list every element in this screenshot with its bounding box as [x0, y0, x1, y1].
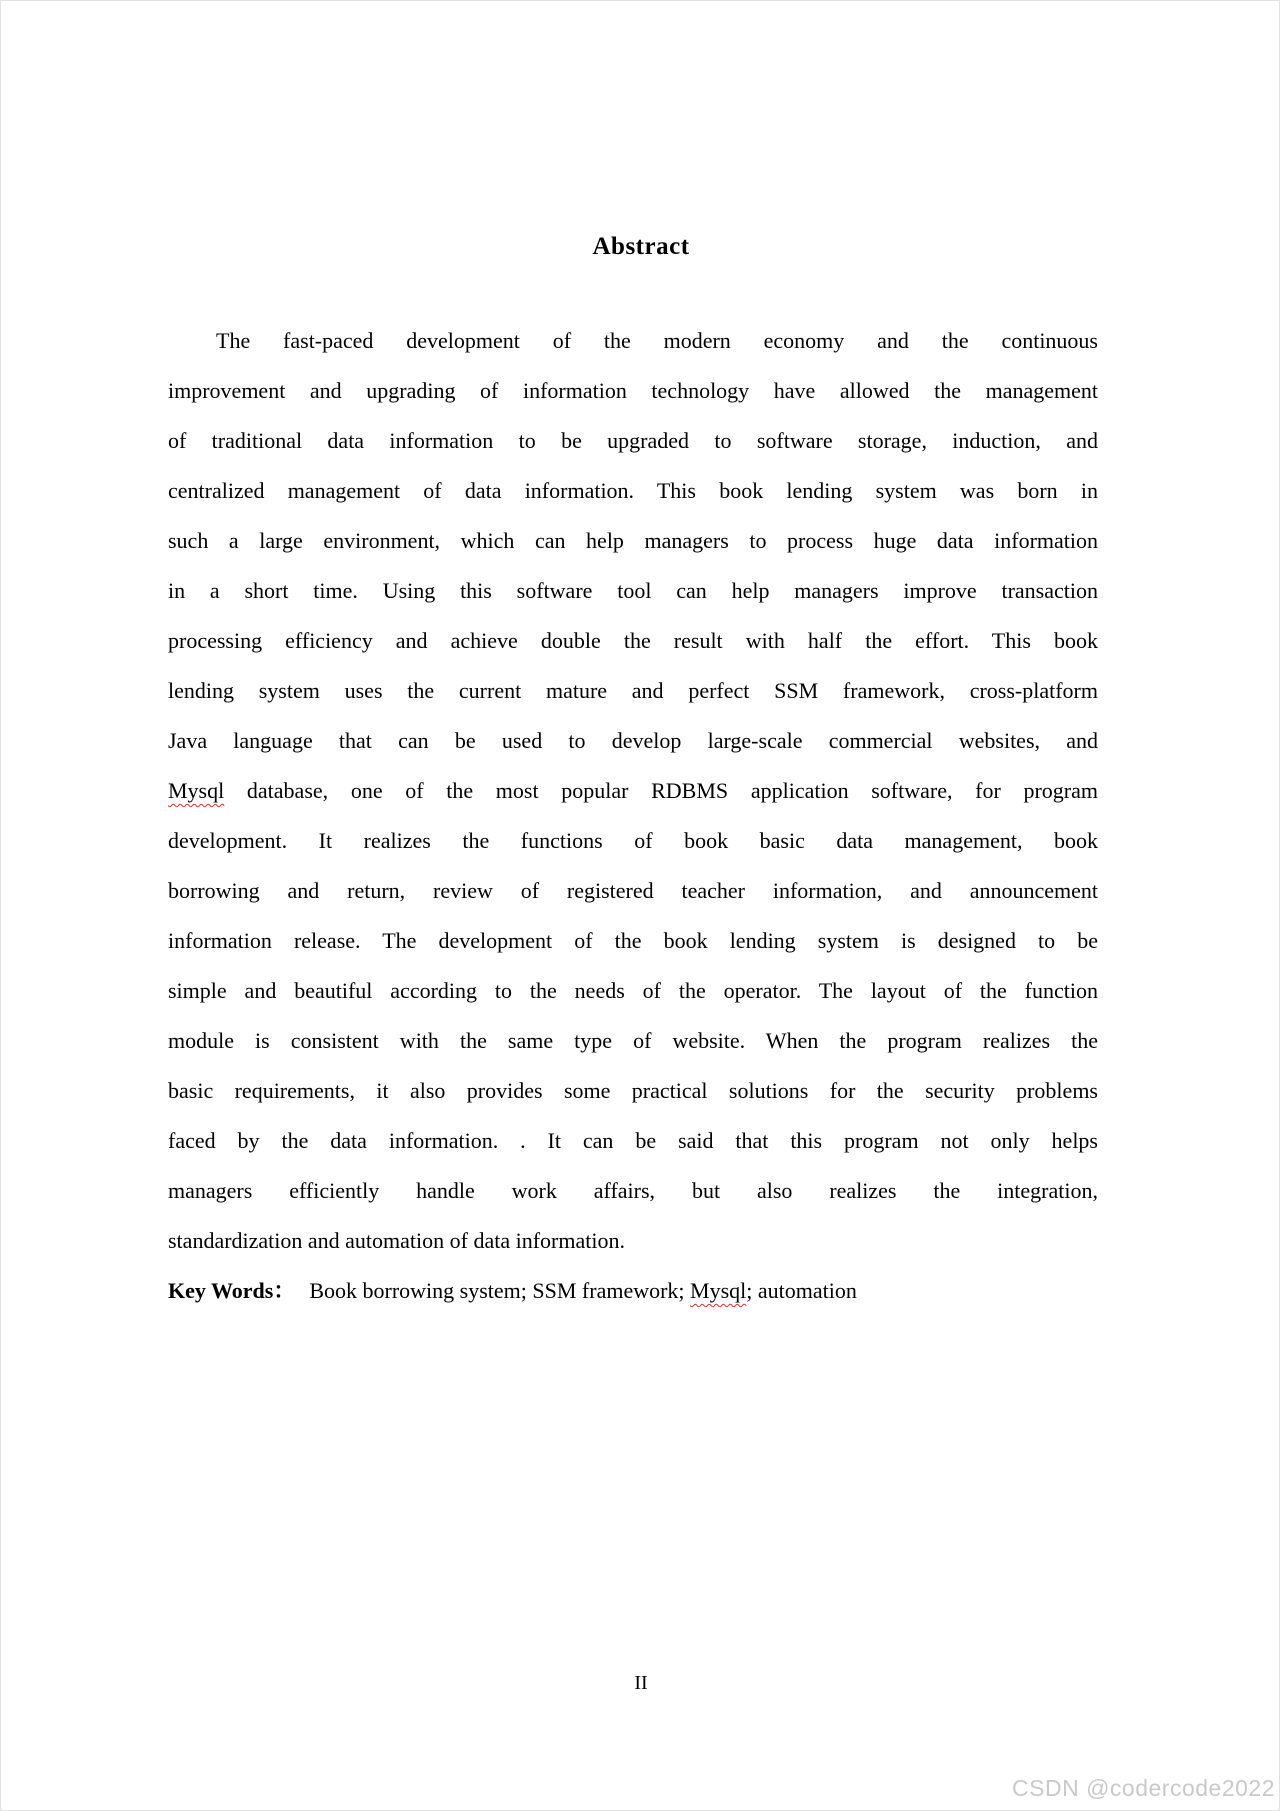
abstract-line: managers efficiently handle work affairs, but also realizes the integration, [168, 1178, 1098, 1203]
abstract-line: development. It realizes the functions of book basic data management, book [168, 828, 1098, 853]
abstract-line: lending system uses the current mature and perfect SSM framework, cross-platform [168, 678, 1098, 703]
abstract-line: in a short time. Using this software tool can help managers improve transaction [168, 578, 1098, 603]
fullwidth-colon: ： [273, 1278, 296, 1303]
abstract-paragraph [168, 316, 1098, 1266]
spellcheck-underlined-word: Mysql [168, 778, 225, 803]
page-number: II [634, 1672, 648, 1694]
spellcheck-underlined-word: Mysql [690, 1278, 747, 1303]
abstract-line: simple and beautiful according to the needs of the operator. The layout of the function [168, 978, 1098, 1003]
abstract-line: improvement and upgrading of information technology have allowed the management [168, 378, 1098, 403]
abstract-line: module is consistent with the same type of website. When the program realizes the [168, 1028, 1098, 1053]
abstract-line: standardization and automation of data information. [168, 1228, 625, 1253]
keywords-line [168, 1266, 1098, 1316]
abstract-line: Java language that can be used to develop large-scale commercial websites, and [168, 728, 1098, 753]
abstract-line: centralized management of data information. This book lending system was born in [168, 478, 1098, 503]
keywords-text: Book borrowing system; SSM framework; Mysql; automation [309, 1278, 857, 1303]
abstract-line: faced by the data information. . It can be said that this program not only helps [168, 1128, 1098, 1153]
keywords-label: Key Words： [168, 1278, 296, 1303]
page-title: Abstract [592, 233, 690, 260]
abstract-line: such a large environment, which can help managers to process huge data information [168, 528, 1098, 553]
abstract-line: Mysql database, one of the most popular RDBMS application software, for program [168, 778, 1098, 803]
abstract-line: basic requirements, it also provides some practical solutions for the security problems [168, 1078, 1098, 1103]
abstract-line: processing efficiency and achieve double the result with half the effort. This book [168, 628, 1098, 653]
abstract-line: borrowing and return, review of registered teacher information, and announcement [168, 878, 1098, 903]
abstract-line: of traditional data information to be upgraded to software storage, induction, and [168, 428, 1098, 453]
watermark: CSDN @codercode2022 [1012, 1775, 1275, 1801]
abstract-line: The fast-paced development of the modern economy and the continuous [216, 328, 1098, 353]
abstract-line: information release. The development of the book lending system is designed to be [168, 928, 1098, 953]
